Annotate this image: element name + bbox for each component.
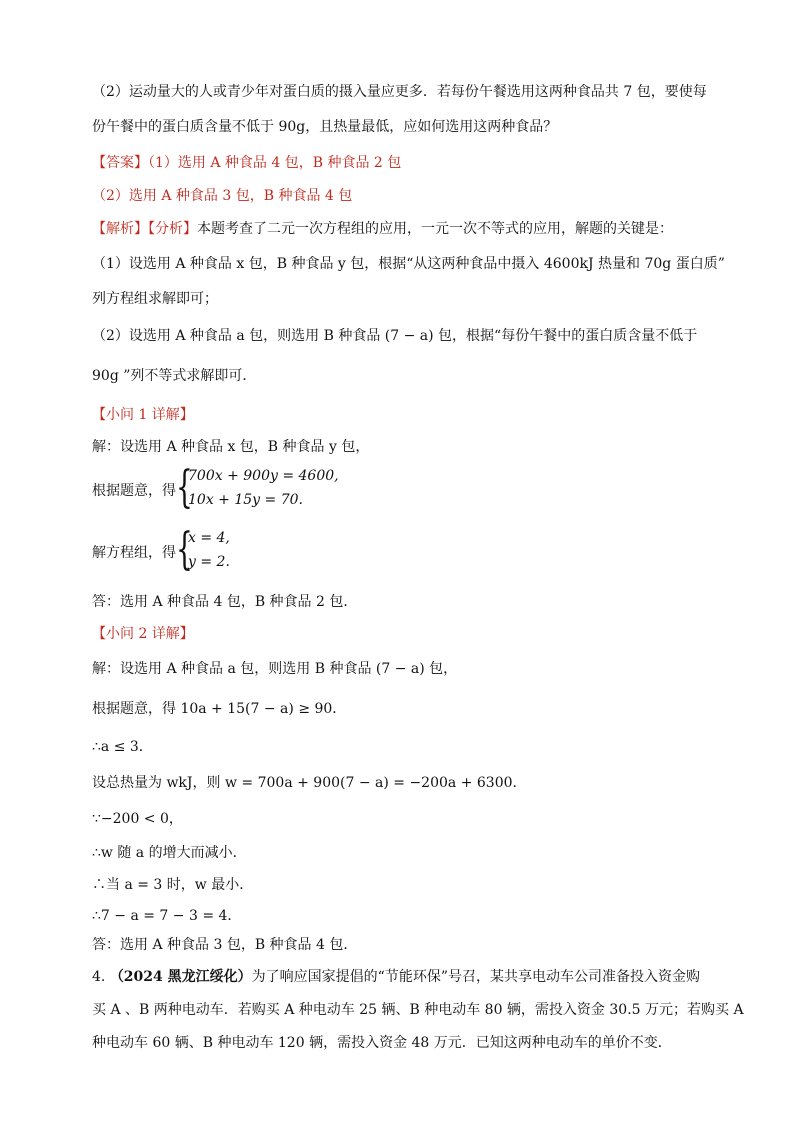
question-4-line-1 xyxy=(92,967,700,987)
equation-2: 10x + 15y = 70. xyxy=(188,492,303,508)
answer-part-2: （2）选用 A 种食品 3 包，B 种食品 4 包 xyxy=(92,188,353,204)
answer-tag: 【答案】 xyxy=(92,155,148,171)
analysis-text: 本题考查了二元一次方程组的应用，一元一次不等式的应用，解题的关键是： xyxy=(197,221,673,237)
analysis-tag: 【解析】【分析】 xyxy=(92,221,197,237)
subquestion-1-setup: 解：设选用 A 种食品 x 包，B 种食品 y 包， xyxy=(92,439,370,455)
analysis-part-1-continued: 列方程组求解即可； xyxy=(92,291,218,307)
answer-part-1: （1）选用 A 种食品 4 包，B 种食品 2 包 xyxy=(148,155,402,171)
question-4-line-2: 买 A 、B 两种电动车．若购买 A 种电动车 25 辆、B 种电动车 80 辆，需投入资金 30.5 万元；若购买 A xyxy=(92,1002,744,1018)
analysis-part-1: （1）设选用 A 种食品 x 包，B 种食品 y 包，根据“从这两种食品中摄入 4600kJ 热量和 70g 蛋白质” xyxy=(92,256,725,272)
brace-icon: { xyxy=(176,462,193,513)
subquestion-1-answer: 答：选用 A 种食品 4 包，B 种食品 2 包． xyxy=(92,594,358,610)
equation-1: 700x + 900y = 4600, xyxy=(188,468,339,484)
slope-sign-line: ∵−200 < 0， xyxy=(92,811,183,827)
subquestion-1-heading: 【小问 1 详解】 xyxy=(92,407,194,423)
solution-x: x = 4, xyxy=(188,530,230,546)
subquestion-2-heading: 【小问 2 详解】 xyxy=(92,626,194,642)
question-2-line-1: （2）运动量大的人或青少年对蛋白质的摄入量应更多．若每份午餐选用这两种食品共 7 包，要使每 xyxy=(92,84,707,100)
equation-system-1-label: 根据题意，得 xyxy=(92,483,176,499)
question-4-text: 为了响应国家提倡的“节能环保”号召，某共享电动车公司准备投入资金购 xyxy=(251,969,700,985)
question-4-line-3: 种电动车 60 辆、B 种电动车 120 辆，需投入资金 48 万元．已知这两种电动车的单价不变． xyxy=(92,1035,672,1051)
question-2-line-2: 份午餐中的蛋白质含量不低于 90g，且热量最低，应如何选用这两种食品？ xyxy=(92,119,558,135)
answer-line-1 xyxy=(92,153,401,173)
question-4-source: （2024 黑龙江绥化） xyxy=(109,969,252,985)
equation-system-1 xyxy=(92,462,392,514)
subquestion-2-setup: 解：设选用 A 种食品 a 包，则选用 B 种食品 (7 − a) 包， xyxy=(92,661,458,677)
inequality-line: 根据题意，得 10a + 15(7 − a) ≥ 90． xyxy=(92,701,347,717)
solution-y: y = 2. xyxy=(188,554,230,570)
question-4-number: 4. xyxy=(92,969,106,985)
solution-system-1-label: 解方程组，得 xyxy=(92,545,176,561)
brace-icon: { xyxy=(176,524,193,575)
inequality-result: ∴a ≤ 3． xyxy=(92,739,153,755)
minimum-line: ∴当 a = 3 时，w 最小． xyxy=(92,877,254,893)
analysis-part-2-continued: 90g ”列不等式求解即可． xyxy=(92,368,257,384)
solution-system-1 xyxy=(92,524,392,576)
analysis-part-2: （2）设选用 A 种食品 a 包，则选用 B 种食品 (7 − a) 包，根据“每份午餐中的蛋白质含量不低于 xyxy=(92,328,698,344)
calculation-line: ∴7 − a = 7 − 3 = 4． xyxy=(92,908,242,924)
analysis-line xyxy=(92,219,673,239)
monotonic-line: ∴w 随 a 的增大而减小． xyxy=(92,845,247,861)
subquestion-2-answer: 答：选用 A 种食品 3 包，B 种食品 4 包． xyxy=(92,937,358,953)
heat-function-line: 设总热量为 wkJ，则 w = 700a + 900(7 − a) = −200a + 6300． xyxy=(92,775,527,791)
